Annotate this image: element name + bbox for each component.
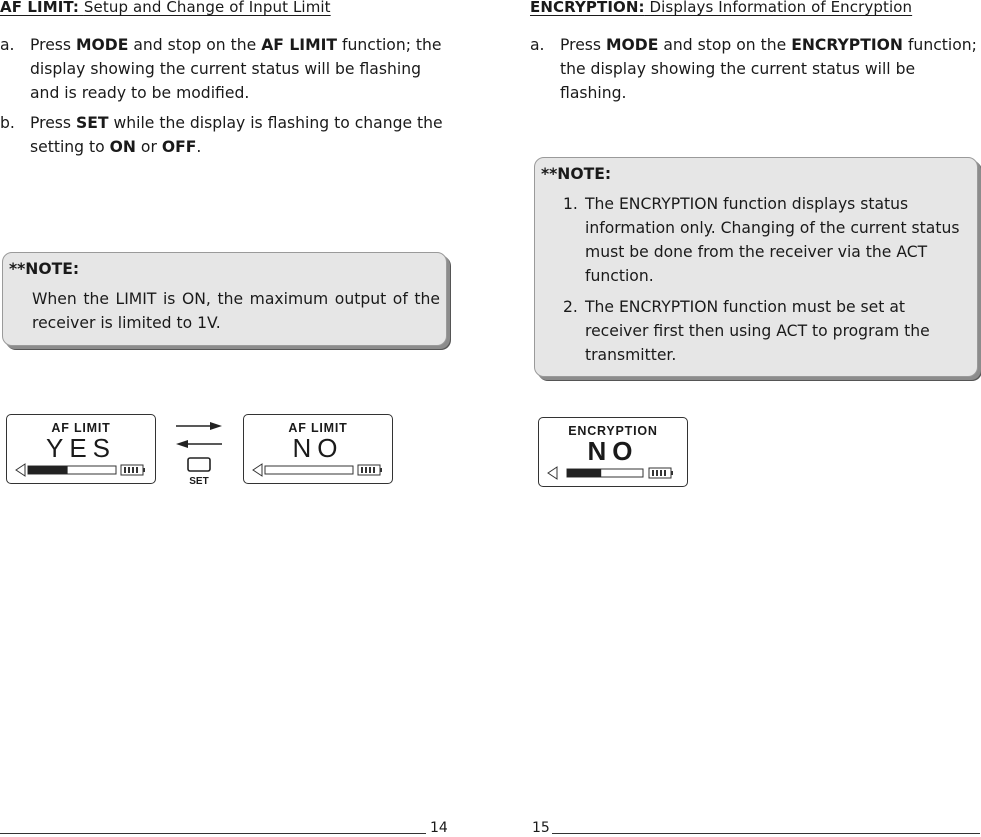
instruction-steps [0, 33, 450, 165]
footer-rule [552, 833, 980, 834]
note-title: **NOTE: [9, 260, 80, 278]
step-text: and stop on the [658, 36, 792, 54]
instruction-steps [530, 33, 980, 111]
toggle-arrows-icon [172, 420, 226, 476]
battery-icon [358, 465, 382, 475]
section-heading-af-limit [0, 0, 331, 16]
step-a [530, 33, 980, 105]
heading-keyword: ENCRYPTION: [530, 0, 645, 16]
level-meter [252, 463, 384, 477]
lcd-display-encryption [538, 417, 688, 487]
speaker-icon [548, 467, 557, 479]
speaker-icon [253, 464, 262, 476]
function-name: AF LIMIT [261, 36, 338, 54]
step-marker: a. [530, 36, 545, 54]
page-number: 14 [430, 820, 448, 836]
set-key-label: SET [189, 476, 209, 487]
heading-text: Displays Information of Encryption [649, 0, 913, 16]
step-text: while the display is flashing to change the setting to [30, 114, 443, 156]
right-page [530, 0, 981, 837]
set-button-icon [188, 458, 210, 471]
lcd-value: NO [292, 433, 344, 463]
battery-icon [121, 465, 145, 475]
note-title: **NOTE: [541, 165, 612, 183]
note-item [563, 192, 973, 288]
value-off: OFF [161, 138, 197, 156]
note-item [563, 295, 973, 367]
step-text: Press [30, 36, 76, 54]
page-number: 15 [532, 820, 550, 836]
key-set: SET [76, 114, 109, 132]
step-b [0, 111, 450, 159]
step-text: . [196, 138, 202, 156]
heading-keyword: AF LIMIT: [0, 0, 80, 16]
key-mode: MODE [76, 36, 129, 54]
step-text: Press [30, 114, 76, 132]
value-on: ON [109, 138, 136, 156]
step-marker: a. [0, 36, 15, 54]
step-text: or [135, 138, 162, 156]
step-text: and stop on the [128, 36, 262, 54]
step-marker: b. [0, 114, 15, 132]
level-bar-fill [567, 469, 601, 477]
section-heading-encryption [530, 0, 912, 16]
footer-rule [0, 833, 426, 834]
lcd-label: ENCRYPTION [568, 424, 658, 438]
lcd-display-no [243, 414, 393, 484]
level-meter [547, 466, 679, 480]
step-text: function; the display showing the current status will be flashing. [560, 36, 977, 102]
lcd-label: AF LIMIT [51, 421, 111, 435]
lcd-label: AF LIMIT [288, 421, 348, 435]
heading-text: Setup and Change of Input Limit [83, 0, 331, 16]
speaker-icon [16, 464, 25, 476]
lcd-value: NO [587, 436, 639, 466]
note-box [534, 157, 978, 377]
function-name: ENCRYPTION [791, 36, 903, 54]
set-key-diagram [172, 420, 226, 490]
note-item-number: 2. [563, 298, 578, 316]
note-item-text: The ENCRYPTION function must be set at receiver first then using ACT to program the transmitter. [585, 298, 930, 364]
key-mode: MODE [606, 36, 659, 54]
left-page [0, 0, 452, 837]
note-list [563, 192, 973, 367]
note-body: When the LIMIT is ON, the maximum output of the receiver is limited to 1V. [32, 290, 440, 332]
lcd-display-yes [6, 414, 156, 484]
battery-icon [649, 468, 673, 478]
note-body [563, 192, 973, 374]
note-item-text: The ENCRYPTION function displays status information only. Changing of the current status must be done from the receiver via the ACT function. [585, 195, 960, 285]
step-text: Press [560, 36, 606, 54]
step-a [0, 33, 450, 105]
level-bar-track [265, 466, 353, 474]
step-text: function; the display showing the current status will be flashing and is ready to be modified. [30, 36, 442, 102]
note-box [2, 252, 447, 346]
level-bar-fill [28, 466, 68, 474]
lcd-value: YES [45, 433, 117, 463]
level-meter [15, 463, 147, 477]
note-item-number: 1. [563, 195, 578, 213]
